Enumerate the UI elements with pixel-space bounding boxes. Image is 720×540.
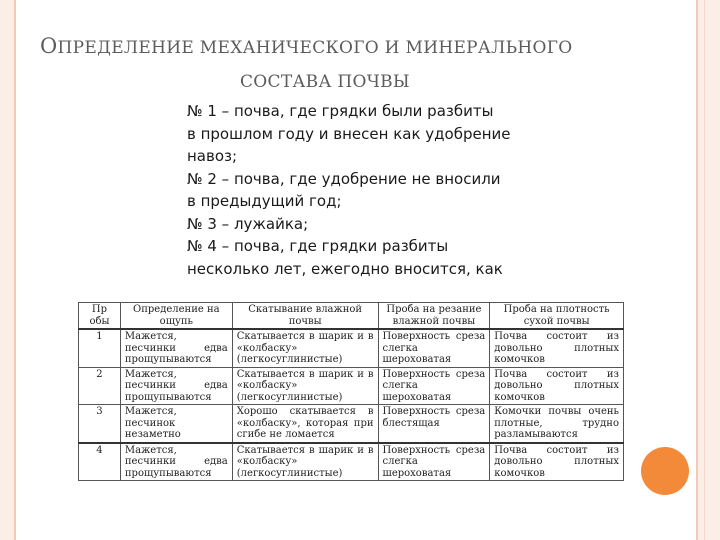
title-capital: О: [40, 34, 58, 58]
cell-sample-number: 3: [79, 405, 121, 443]
body-line: несколько лет, ежегодно вносится, как: [187, 259, 503, 278]
right-frame-line: [696, 0, 698, 540]
cell-rolling: Скатывается в шарик и в «колбаску» (легкосуглинистые): [232, 367, 378, 405]
table-row: [79, 405, 624, 443]
cell-touch: Мажется, песчинок незаметно: [120, 405, 232, 443]
title-line-2: СОСТАВА ПОЧВЫ: [240, 72, 410, 92]
cell-sample-number: 4: [79, 443, 121, 481]
body-line: № 2 – почва, где удобрение не вносили: [187, 169, 501, 188]
cell-touch: Мажется, песчинки едва прощупываются: [120, 329, 232, 367]
header-density: Проба на плотность сухой почвы: [490, 303, 624, 330]
body-line: в прошлом году и внесен как удобрение: [187, 124, 511, 143]
cell-touch: Мажется, песчинки едва прощупываются: [120, 443, 232, 481]
right-frame-band: [696, 0, 720, 540]
cell-cutting: Поверхность среза слегка шероховатая: [378, 443, 490, 481]
body-line: № 4 – почва, где грядки разбиты: [187, 237, 449, 255]
cell-sample-number: 1: [79, 329, 121, 367]
table-header-row: [79, 303, 624, 330]
soil-analysis-table: [78, 302, 624, 481]
soil-samples-description: [187, 100, 587, 280]
left-frame-line: [14, 0, 16, 540]
cell-density: Почва состоит из довольно плотных комочков: [490, 329, 624, 367]
table-row: [79, 367, 624, 405]
cell-cutting: Поверхность среза слегка шероховатая: [378, 329, 490, 367]
cell-density: Почва состоит из довольно плотных комочков: [490, 367, 624, 405]
cell-rolling: Хорошо скатывается в «колбаску», которая при сгибе не ломается: [232, 405, 378, 443]
cell-touch: Мажется, песчинки едва прощупываются: [120, 367, 232, 405]
title-line-1-rest: ПРЕДЕЛЕНИЕ МЕХАНИЧЕСКОГО И МИНЕРАЛЬНОГО: [57, 38, 573, 58]
decorative-circle: [641, 447, 689, 495]
table-row: [79, 329, 624, 367]
cell-cutting: Поверхность среза слегка шероховатая: [378, 367, 490, 405]
header-rolling: Скатывание влажной почвы: [232, 303, 378, 330]
cell-rolling: Скатывается в шарик и в «колбаску» (легкосуглинистые): [232, 329, 378, 367]
title-line-1: [40, 34, 680, 58]
table-row: [79, 443, 624, 481]
header-samples: Пр обы: [79, 303, 121, 330]
body-line: в предыдущий год;: [187, 192, 342, 210]
cell-density: Комочки почвы очень плотные, трудно разламываются: [490, 405, 624, 443]
cell-cutting: Поверхность среза блестящая: [378, 405, 490, 443]
header-cutting: Проба на резание влажной почвы: [378, 303, 490, 330]
body-line: № 1 – почва, где грядки были разбиты: [187, 102, 494, 120]
cell-sample-number: 2: [79, 367, 121, 405]
header-touch: Определение на ощупь: [120, 303, 232, 330]
right-frame-inner-line: [704, 0, 705, 540]
cell-rolling: Скатывается в шарик и в «колбаску» (легкосуглинистые): [232, 443, 378, 481]
slide-title: [40, 34, 680, 92]
cell-density: Почва состоит из довольно плотных комочков: [490, 443, 624, 481]
body-line: № 3 – лужайка;: [187, 214, 309, 233]
body-line: навоз;: [187, 147, 238, 165]
